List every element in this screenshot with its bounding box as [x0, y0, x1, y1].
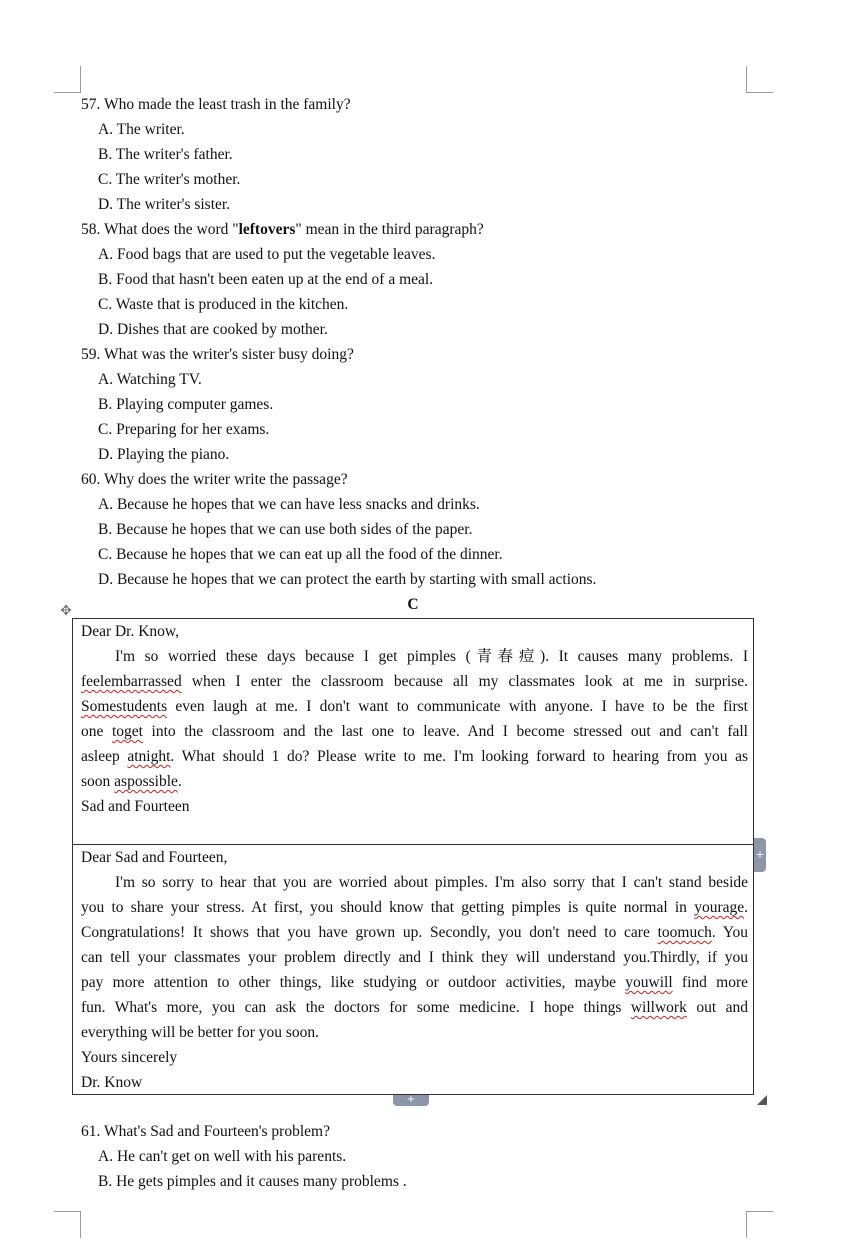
letter1-line-6-end: . — [177, 773, 182, 790]
letter-box-2 — [72, 844, 754, 1095]
question-57-option-a: A. The writer. — [98, 121, 185, 138]
letter1-greeting: Dear Dr. Know, — [81, 623, 179, 640]
spelling-flag: willwork — [630, 999, 687, 1016]
crop-mark-bottom-right — [746, 1211, 773, 1238]
question-57-option-d: D. The writer's sister. — [98, 196, 231, 213]
crop-mark-top-left — [54, 66, 81, 93]
spelling-flag: youwill — [625, 974, 673, 991]
letter1-line-4 — [81, 722, 748, 742]
question-60-option-b: B. Because he hopes that we can use both sides of the paper. — [98, 521, 473, 538]
question-61-option-a: A. He can't get on well with his parents. — [98, 1148, 347, 1165]
add-column-button[interactable]: + — [754, 838, 766, 872]
letter2-greeting: Dear Sad and Fourteen, — [81, 849, 228, 866]
letter1-line-6-start: soon — [81, 773, 115, 790]
question-60-option-a: A. Because he hopes that we can have less snacks and drinks. — [98, 496, 480, 513]
question-59-option-d: D. Playing the piano. — [98, 446, 230, 463]
question-61-option-b: B. He gets pimples and it causes many problems . — [98, 1173, 407, 1190]
question-58-stem — [81, 220, 484, 240]
spelling-flag: aspossible — [114, 773, 178, 790]
add-row-button[interactable]: + — [393, 1095, 429, 1106]
letter2-line-3-start: Congratulations! It shows that you have grown up. Secondly, you don't need to care — [81, 924, 658, 941]
section-heading: C — [407, 596, 419, 613]
letter-box-1 — [72, 618, 754, 845]
letter1-line-3-text: even laugh at me. I don't want to communicate with anyone. I have to be the first — [167, 698, 748, 715]
letter1-line-1: I'm so worried these days because I get pimples (青春痘). It causes many problems. I — [115, 648, 748, 665]
letter2-line-6-end: out and — [686, 999, 748, 1016]
letter2-line-3 — [81, 923, 748, 943]
letter2-line-2-end: . — [744, 899, 748, 916]
letter1-line-6 — [81, 772, 748, 792]
letter2-line-5-start: pay more attention to other things, like studying or outdoor activities, maybe — [81, 974, 626, 991]
question-59-option-a: A. Watching TV. — [98, 371, 202, 388]
question-58-option-d: D. Dishes that are cooked by mother. — [98, 321, 328, 338]
letter2-line-3-end: . You — [711, 924, 748, 941]
letter1-line-5 — [81, 747, 748, 767]
question-57-option-c: C. The writer's mother. — [98, 171, 241, 188]
letter1-line-2 — [81, 672, 748, 692]
letter1-line-4-end: into the classroom and the last one to leave. And I become stressed out and can't fall — [142, 723, 748, 740]
letter2-line-7: everything will be better for you soon. — [81, 1024, 320, 1041]
letter2-line-6 — [81, 998, 748, 1018]
letter2-line-1: I'm so sorry to hear that you are worried about pimples. I'm also sorry that I can't stand beside — [115, 874, 748, 891]
question-60-stem: 60. Why does the writer write the passage? — [81, 471, 348, 488]
letter2-line-2-start: you to share your stress. At first, you should know that getting pimples is quite normal in — [81, 899, 695, 916]
letter2-closing: Yours sincerely — [81, 1049, 178, 1066]
letter2-line-5-end: find more — [672, 974, 748, 991]
letter2-line-6-start: fun. What's more, you can ask the doctors for some medicine. I hope things — [81, 999, 631, 1016]
crop-mark-top-right — [746, 66, 773, 93]
spelling-flag: toget — [111, 723, 143, 740]
question-58-option-b: B. Food that hasn't been eaten up at the end of a meal. — [98, 271, 434, 288]
spelling-flag: toomuch — [657, 924, 712, 941]
crop-mark-bottom-left — [54, 1211, 81, 1238]
spelling-flag: yourage — [694, 899, 745, 916]
question-58-keyword: leftovers — [238, 221, 296, 238]
question-59-option-b: B. Playing computer games. — [98, 396, 274, 413]
question-57-option-b: B. The writer's father. — [98, 146, 233, 163]
table-move-handle-icon[interactable]: ✥ — [60, 603, 72, 619]
letter1-line-5-start: asleep — [81, 748, 128, 765]
question-60-option-c: C. Because he hopes that we can eat up all the food of the dinner. — [98, 546, 503, 563]
letter1-line-3 — [81, 697, 748, 717]
letter1-signature: Sad and Fourteen — [81, 798, 190, 815]
spelling-flag: atnight — [127, 748, 171, 765]
spelling-flag: feelembarrassed — [81, 673, 182, 690]
question-60-option-d: D. Because he hopes that we can protect the earth by starting with small actions. — [98, 571, 597, 588]
question-59-option-c: C. Preparing for her exams. — [98, 421, 270, 438]
question-59-stem: 59. What was the writer's sister busy doing? — [81, 346, 354, 363]
letter2-line-4: can tell your classmates your problem directly and I think they will understand you.Thirdly, if you — [81, 949, 748, 966]
question-58-option-c: C. Waste that is produced in the kitchen. — [98, 296, 349, 313]
question-57-stem: 57. Who made the least trash in the family? — [81, 96, 351, 113]
letter2-line-2 — [81, 898, 748, 918]
letter2-signature: Dr. Know — [81, 1074, 143, 1091]
letter1-line-4-start: one — [81, 723, 112, 740]
question-58-stem-start: 58. What does the word " — [81, 221, 239, 238]
question-61-stem: 61. What's Sad and Fourteen's problem? — [81, 1123, 330, 1140]
letter2-line-5 — [81, 973, 748, 993]
table-resize-handle-icon[interactable] — [757, 1095, 767, 1105]
question-58-option-a: A. Food bags that are used to put the vegetable leaves. — [98, 246, 436, 263]
spelling-flag: Somestudents — [81, 698, 168, 715]
letter1-line-2-text: when I enter the classroom because all my classmates look at me in surprise. — [181, 673, 748, 690]
question-58-stem-end: " mean in the third paragraph? — [295, 221, 484, 238]
letter1-line-5-end: . What should 1 do? Please write to me. I'm looking forward to hearing from you as — [170, 748, 749, 765]
